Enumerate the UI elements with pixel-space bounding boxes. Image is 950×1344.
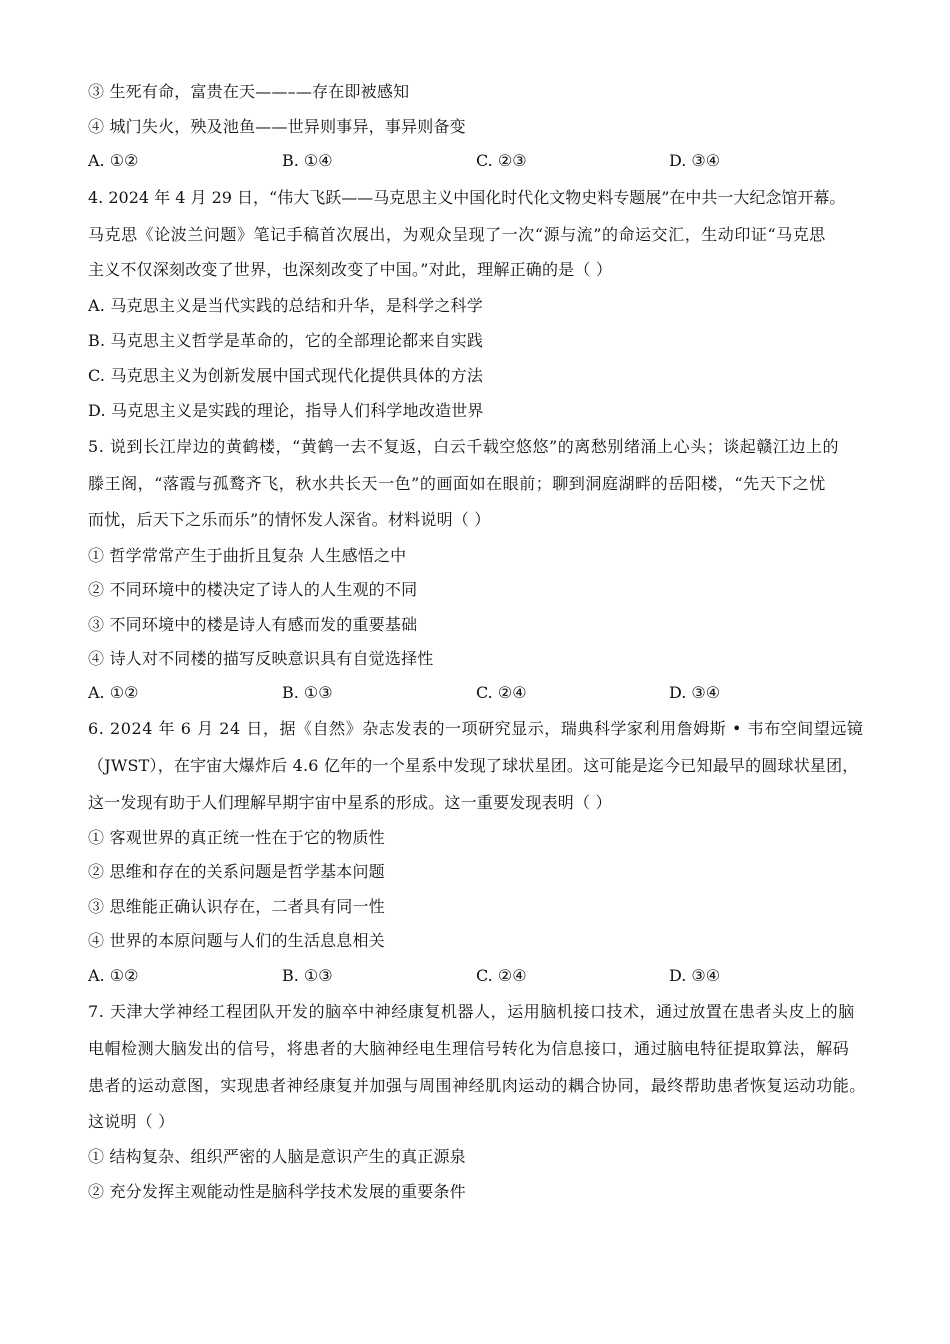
q7-item-2: ② 充分发挥主观能动性是脑科学技术发展的重要条件 xyxy=(88,1182,466,1201)
q6-option-d[interactable]: D. ③④ xyxy=(669,966,721,985)
q6-stem-line-3: 这一发现有助于人们理解早期宇宙中星系的形成。这一重要发现表明（ ） xyxy=(88,793,612,812)
q3-item-3: ③ 生死有命，富贵在天——–—存在即被感知 xyxy=(88,82,410,101)
q6-item-1: ① 客观世界的真正统一性在于它的物质性 xyxy=(88,828,385,847)
q4-stem-line-1: 4. 2024 年 4 月 29 日，“伟大飞跃——马克思主义中国化时代化文物史料专题展”在中共一大纪念馆开幕。 xyxy=(88,188,846,207)
q5-options xyxy=(88,683,868,703)
q5-item-2: ② 不同环境中的楼决定了诗人的人生观的不同 xyxy=(88,580,418,599)
q6-option-c[interactable]: C. ②④ xyxy=(476,966,527,985)
q4-stem-line-3: 主义不仅深刻改变了世界，也深刻改变了中国。”对此，理解正确的是（ ） xyxy=(88,260,613,279)
q5-option-a[interactable]: A. ①② xyxy=(88,683,139,702)
q3-option-a[interactable]: A. ①② xyxy=(88,151,139,170)
q5-item-1: ① 哲学常常产生于曲折且复杂 人生感悟之中 xyxy=(88,546,407,565)
q5-option-b[interactable]: B. ①③ xyxy=(282,683,333,702)
q4-option-c[interactable]: C. 马克思主义为创新发展中国式现代化提供具体的方法 xyxy=(88,366,484,385)
q5-stem-line-2: 滕王阁，“落霞与孤鹜齐飞，秋水共长天一色”的画面如在眼前；聊到洞庭湖畔的岳阳楼，“先天下之忧 xyxy=(88,474,826,493)
q4-option-b[interactable]: B. 马克思主义哲学是革命的，它的全部理论都来自实践 xyxy=(88,331,484,350)
q4-option-a[interactable]: A. 马克思主义是当代实践的总结和升华，是科学之科学 xyxy=(88,296,483,315)
q6-item-2: ② 思维和存在的关系问题是哲学基本问题 xyxy=(88,862,385,881)
q7-stem-line-2: 电帽检测大脑发出的信号，将患者的大脑神经电生理信号转化为信息接口，通过脑电特征提取算法，解码 xyxy=(88,1039,850,1058)
q7-stem-line-4: 这说明（ ） xyxy=(88,1112,175,1131)
q6-option-a[interactable]: A. ①② xyxy=(88,966,139,985)
q5-stem-line-3: 而忧，后天下之乐而乐”的情怀发人深省。材料说明（ ） xyxy=(88,510,491,529)
q7-stem-line-3: 患者的运动意图，实现患者神经康复并加强与周围神经肌肉运动的耦合协同，最终帮助患者恢复运动功能。 xyxy=(88,1076,866,1095)
q3-options xyxy=(88,151,868,171)
q6-item-4: ④ 世界的本原问题与人们的生活息息相关 xyxy=(88,931,385,950)
q5-option-c[interactable]: C. ②④ xyxy=(476,683,527,702)
q5-stem-line-1: 5. 说到长江岸边的黄鹤楼，“黄鹤一去不复返，白云千载空悠悠”的离愁别绪涌上心头；谈起赣江边上的 xyxy=(88,437,840,456)
q5-item-4: ④ 诗人对不同楼的描写反映意识具有自觉选择性 xyxy=(88,649,434,668)
q4-stem-line-2: 马克思《论波兰问题》笔记手稿首次展出，为观众呈现了一次“源与流”的命运交汇，生动印证“马克思 xyxy=(88,225,826,244)
q6-option-b[interactable]: B. ①③ xyxy=(282,966,333,985)
q3-option-d[interactable]: D. ③④ xyxy=(669,151,721,170)
q5-option-d[interactable]: D. ③④ xyxy=(669,683,721,702)
q6-options xyxy=(88,966,868,986)
q3-option-c[interactable]: C. ②③ xyxy=(476,151,527,170)
q7-item-1: ① 结构复杂、组织严密的人脑是意识产生的真正源泉 xyxy=(88,1147,466,1166)
q3-item-4: ④ 城门失火，殃及池鱼——世异则事异，事异则备变 xyxy=(88,117,466,136)
q7-stem-line-1: 7. 天津大学神经工程团队开发的脑卒中神经康复机器人，运用脑机接口技术，通过放置在患者头皮上的脑 xyxy=(88,1002,855,1021)
q6-item-3: ③ 思维能正确认识存在，二者具有同一性 xyxy=(88,897,385,916)
q4-option-d[interactable]: D. 马克思主义是实践的理论，指导人们科学地改造世界 xyxy=(88,401,484,420)
q3-option-b[interactable]: B. ①④ xyxy=(282,151,333,170)
q6-stem-line-1: 6. 2024 年 6 月 24 日，据《自然》杂志发表的一项研究显示，瑞典科学家利用詹姆斯 • 韦布空间望远镜 xyxy=(88,719,864,738)
q6-stem-line-2: （JWST），在宇宙大爆炸后 4.6 亿年的一个星系中发现了球状星团。这可能是迄今已知最早的圆球状星团， xyxy=(88,756,859,775)
q5-item-3: ③ 不同环境中的楼是诗人有感而发的重要基础 xyxy=(88,615,418,634)
